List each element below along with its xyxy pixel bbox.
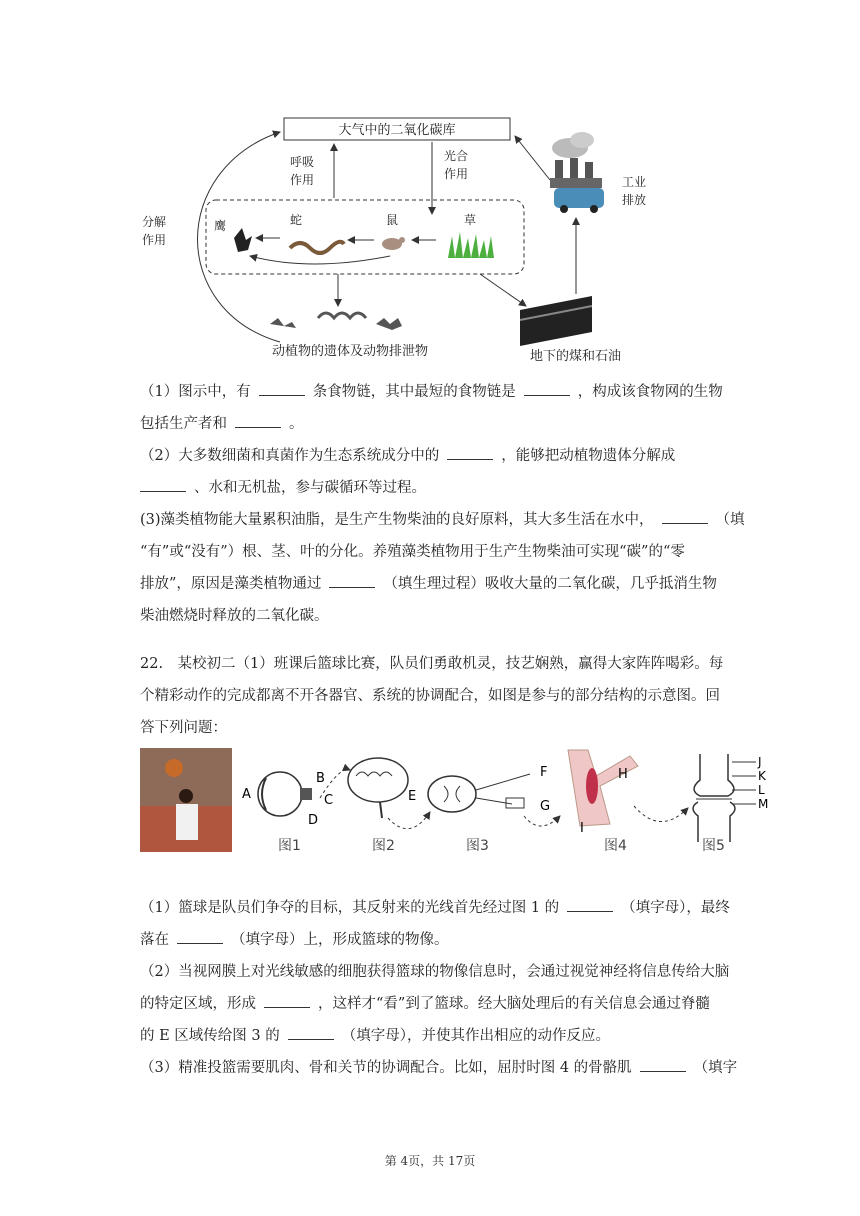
q22-figures — [140, 746, 780, 856]
q22-intro: 22. 某校初二（1）班课后篮球比赛，队员们勇敢机灵，技艺娴熟，赢得大家阵阵喝彩。每 个精彩动作的完成都离不开各器官、系统的协调配合，如图是参与的部分结构的示意图。回 答下列问题： — [140, 656, 724, 736]
factory-icon — [550, 132, 604, 213]
respiration-label-2: 作用 — [290, 173, 315, 187]
decomposition-label-1: 分解 — [142, 215, 167, 229]
snake-icon — [290, 242, 344, 253]
letter-A: A — [242, 787, 251, 802]
figure-3-label: 图3 — [466, 838, 489, 854]
spinal-cord-icon — [428, 774, 530, 812]
letter-D: D — [308, 813, 319, 828]
answer-blank[interactable] — [524, 381, 570, 396]
eagle-icon — [234, 228, 252, 252]
answer-blank[interactable] — [288, 1025, 334, 1040]
q22-subquestions: （1）篮球是队员们争夺的目标，其反射来的光线首先经过图 1 的 （填字母），最终 落在 （填字母）上，形成篮球的物像。 （2）当视网膜上对光线敏感的细胞获得篮球的物像信息时，会通过视觉神经将信息传给大脑 的特定区域，形成 ，这样才“看”到了篮球。经大脑处理后的有关信息会通过脊髓 的 E 区域传给图 3 的 （填字母），并使其作出相应的动作反应。 （3）精准投篮需要肌肉、骨和关节的协调配合。比如，屈肘时图 4 的骨骼肌 （填字 — [140, 892, 760, 1084]
answer-blank[interactable] — [264, 993, 310, 1008]
grass-label: 草 — [464, 213, 477, 227]
grass-icon — [448, 232, 494, 258]
answer-blank[interactable] — [329, 573, 375, 588]
eagle-label: 鹰 — [214, 219, 227, 233]
letter-G: G — [540, 799, 551, 814]
brain-icon — [348, 758, 408, 818]
mouse-label: 鼠 — [386, 213, 399, 227]
q21-text: （1）图示中，有 条食物链，其中最短的食物链是 ，构成该食物网的生物 包括生产者和 。 （2）大多数细菌和真菌作为生态系统成分中的 ，能够把动植物遗体分解成 、水和无机盐，参与碳循环等过程。 (3)藻类植物能大量累积油脂，是生产生物柴油的良好原料，其大多生活在水中， （填 “有”或“没有”）根、茎、叶的分化。养殖藻类植物用于生产生物柴油可实现“碳”的“零 排放”，原因是藻类植物通过 （填生理过程）吸收大量的二氧化碳，几乎抵消生物 柴油燃烧时释放的二氧化碳。 — [140, 376, 760, 632]
letter-B: B — [316, 771, 325, 786]
decomposition-label-2: 作用 — [142, 233, 167, 247]
figure-1-label: 图1 — [278, 838, 301, 854]
mouse-icon — [382, 237, 405, 250]
respiration-label-1: 呼吸 — [290, 155, 315, 169]
page-footer: 第 4页，共 17页 — [384, 1154, 476, 1168]
letter-L: L — [758, 783, 765, 797]
figure-2-label: 图2 — [372, 838, 395, 854]
letter-M: M — [758, 797, 769, 811]
answer-blank[interactable] — [640, 1057, 686, 1072]
answer-blank[interactable] — [259, 381, 305, 396]
eye-icon — [258, 772, 312, 816]
industry-label-2: 排放 — [622, 193, 647, 207]
photosynthesis-label-2: 作用 — [444, 167, 469, 181]
industry-label-1: 工业 — [622, 175, 647, 189]
arm-icon — [568, 750, 638, 826]
atmosphere-box-label: 大气中的二氧化碳库 — [338, 123, 456, 138]
photosynthesis-label-1: 光合 — [444, 149, 469, 163]
letter-E: E — [408, 789, 417, 804]
answer-blank[interactable] — [447, 445, 493, 460]
coal-icon — [520, 296, 592, 346]
coal-label: 地下的煤和石油 — [530, 349, 622, 364]
answer-blank[interactable] — [662, 509, 708, 524]
snake-label: 蛇 — [290, 213, 303, 227]
letter-J: J — [758, 755, 762, 769]
answer-blank[interactable] — [235, 413, 281, 428]
letter-K: K — [758, 769, 766, 783]
carbon-cycle-diagram — [130, 110, 750, 370]
letter-C: C — [324, 793, 334, 808]
answer-blank[interactable] — [140, 477, 186, 492]
answer-blank[interactable] — [567, 897, 613, 912]
letter-I: I — [580, 821, 584, 836]
remains-icon — [270, 313, 402, 330]
letter-H: H — [618, 767, 628, 782]
letter-F: F — [540, 765, 548, 780]
figure-4-label: 图4 — [604, 838, 627, 854]
remains-label: 动植物的遗体及动物排泄物 — [272, 344, 429, 359]
joint-icon — [693, 754, 735, 842]
basketball-photo — [140, 748, 232, 852]
answer-blank[interactable] — [177, 929, 223, 944]
figure-5-label: 图5 — [702, 838, 725, 854]
